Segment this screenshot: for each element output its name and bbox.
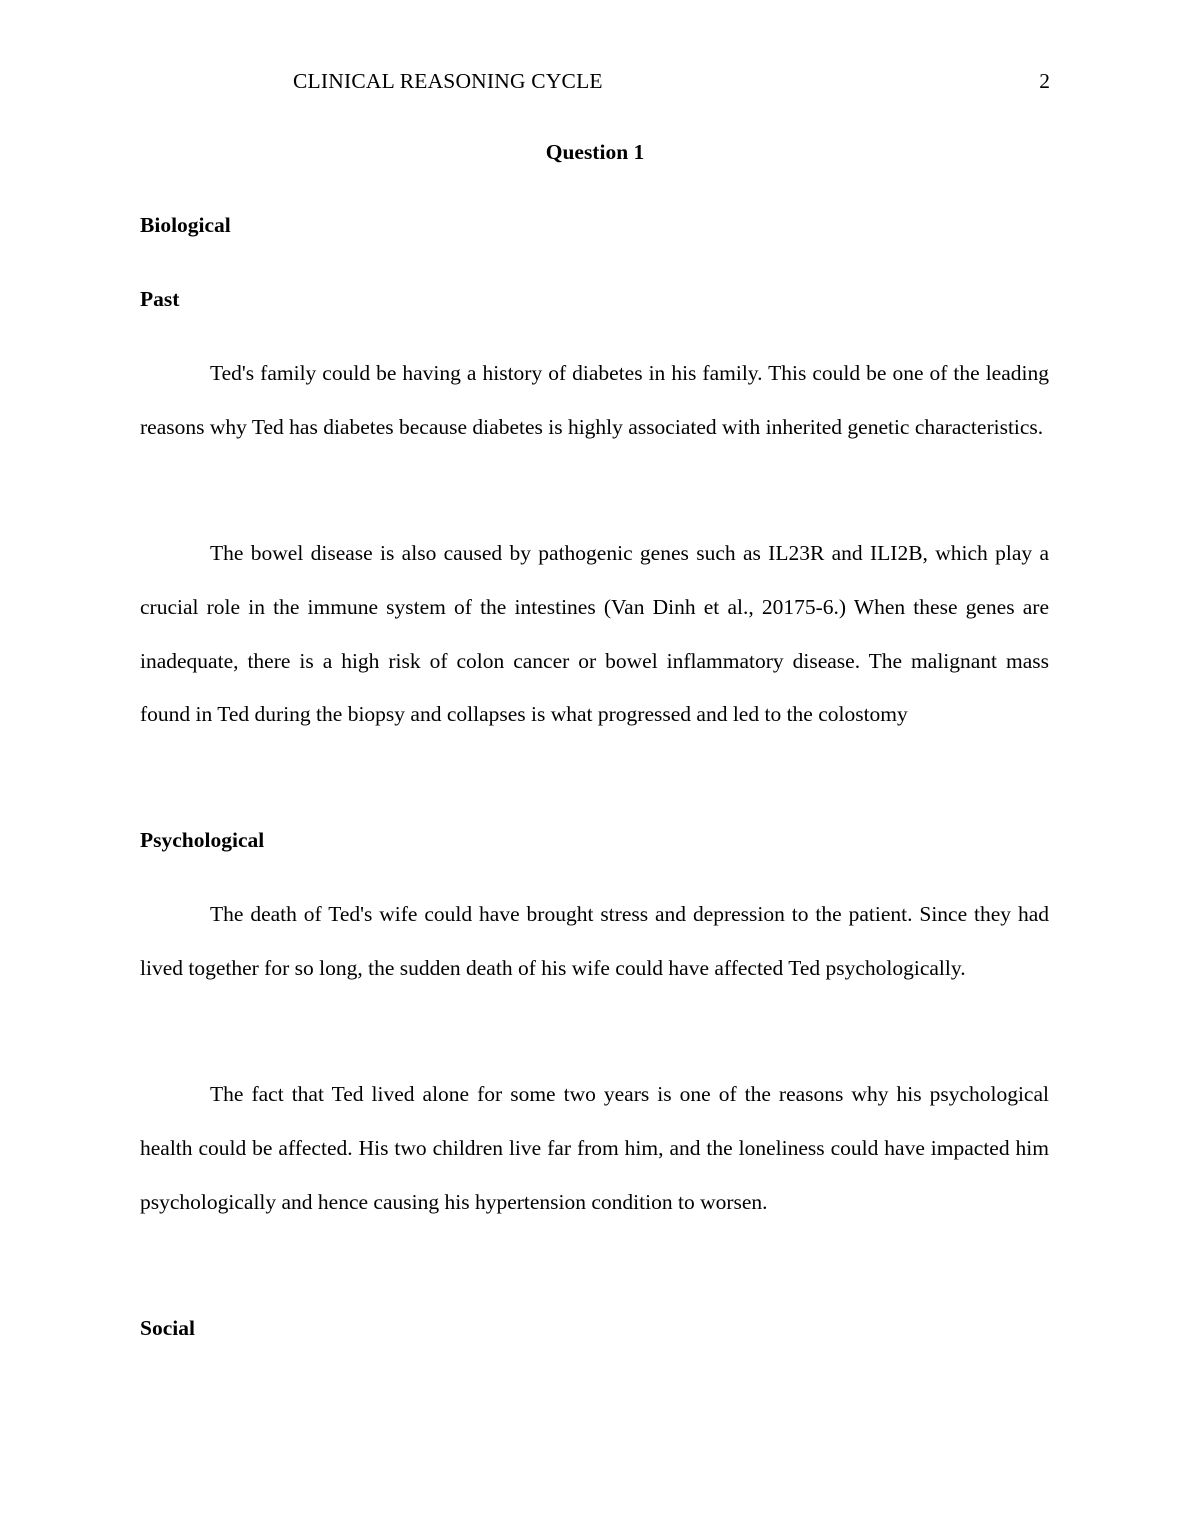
question-heading: Question 1 [545, 140, 645, 164]
paragraph-wife-death: The death of Ted's wife could have brought stress and depression to the patient. Since they had lived together for so long, the sudden death of his wife could have affected Ted psychologically. [140, 902, 1049, 980]
paragraph-living-alone: The fact that Ted lived alone for some two years is one of the reasons why his psychological health could be affected. His two children live far from him, and the loneliness could have impacted him psychologically and hence causing his hypertension condition to worsen. [140, 1082, 1049, 1214]
paragraph-bowel-disease: The bowel disease is also caused by pathogenic genes such as IL23R and ILI2B, which play a crucial role in the immune system of the intestines (Van Dinh et al., 20175-6.) When these genes are inadequate, there is a high risk of colon cancer or bowel inflammatory disease. The malignant mass found in Ted during the biopsy and collapses is what progressed and led to the colostomy [140, 541, 1049, 727]
running-head: CLINICAL REASONING CYCLE [293, 69, 603, 93]
section-heading-biological: Biological [140, 213, 231, 237]
section-heading-social: Social [140, 1316, 195, 1340]
section-heading-psychological: Psychological [140, 828, 265, 852]
page-number: 2 [1039, 69, 1050, 93]
section-heading-past: Past [140, 287, 180, 311]
paragraph-family-history: Ted's family could be having a history of diabetes in his family. This could be one of the leading reasons why Ted has diabetes because diabetes is highly associated with inherited genetic characteristics. [140, 361, 1049, 439]
